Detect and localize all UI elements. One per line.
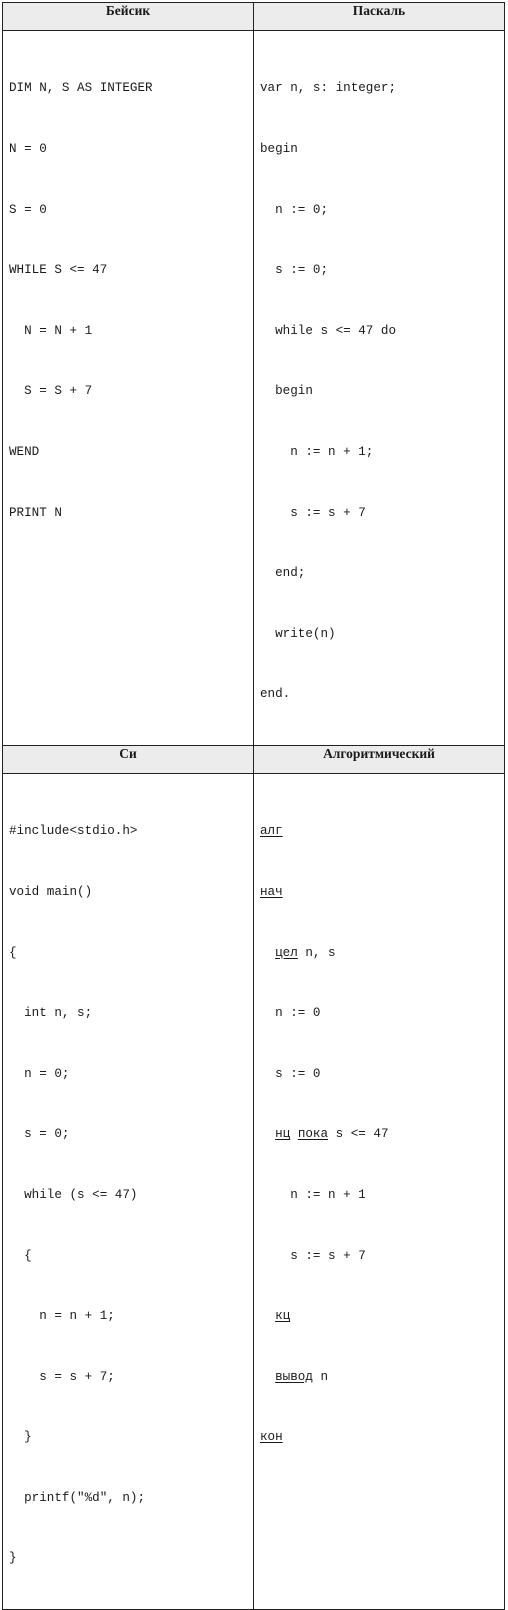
c-line: {	[9, 945, 17, 960]
c-line: }	[9, 1430, 32, 1445]
c-line: {	[9, 1248, 32, 1263]
algo-line-n0: n := 0	[260, 1006, 321, 1021]
basic-line: DIM N, S AS INTEGER	[9, 81, 153, 96]
pascal-code-cell	[254, 31, 505, 746]
algo-text: s <= 47	[328, 1127, 389, 1142]
algo-code	[254, 774, 504, 1488]
pascal-line: begin	[260, 384, 313, 399]
pascal-header: Паскаль	[254, 3, 505, 31]
pascal-line: begin	[260, 142, 298, 156]
algo-code-cell	[254, 773, 505, 1609]
algo-keyword: кон	[260, 1430, 283, 1445]
c-line: while (s <= 47)	[9, 1187, 138, 1202]
c-line: s = 0;	[9, 1127, 70, 1142]
algo-line-alg	[260, 821, 504, 841]
code-comparison-table	[2, 2, 505, 1610]
c-line: n = n + 1;	[9, 1309, 115, 1324]
basic-line: N = N + 1	[9, 323, 93, 338]
basic-line: WEND	[9, 444, 40, 459]
c-line: n = 0;	[9, 1066, 70, 1081]
basic-code	[3, 31, 253, 563]
basic-line: S = S + 7	[9, 384, 93, 399]
algo-line-kon	[260, 1427, 504, 1447]
pascal-code	[254, 31, 504, 745]
c-code	[3, 774, 253, 1609]
c-code-cell	[3, 773, 254, 1609]
algo-keyword: алг	[260, 824, 283, 839]
basic-line: S = 0	[9, 202, 47, 217]
algo-line-nach	[260, 882, 504, 902]
algo-keyword: вывод	[275, 1369, 313, 1384]
pascal-line: end.	[260, 687, 291, 702]
algo-keyword: кц	[275, 1309, 291, 1324]
pascal-line: n := n + 1;	[260, 444, 374, 459]
algo-keyword: нач	[260, 884, 283, 899]
algo-header: Алгоритмический	[254, 745, 505, 773]
basic-line: WHILE S <= 47	[9, 263, 108, 278]
basic-header: Бейсик	[3, 3, 254, 31]
basic-code-cell	[3, 31, 254, 746]
algo-keyword: нц	[275, 1127, 291, 1142]
pascal-line: s := 0;	[260, 263, 329, 278]
c-line: #include<stdio.h>	[9, 824, 138, 839]
pascal-line: end;	[260, 566, 306, 581]
algo-line-s0: s := 0	[260, 1066, 321, 1081]
basic-line: N = 0	[9, 142, 47, 156]
algo-line-decl	[260, 943, 504, 963]
pascal-line: write(n)	[260, 626, 336, 641]
pascal-line: s := s + 7	[260, 505, 366, 520]
algo-keyword: цел	[275, 945, 298, 960]
algo-line-loop	[260, 1124, 504, 1144]
algo-keyword: пока	[297, 1127, 329, 1142]
pascal-line: n := 0;	[260, 202, 329, 217]
algo-line-inc-n: n := n + 1	[260, 1187, 366, 1202]
algo-line-kts	[260, 1306, 504, 1326]
pascal-line: while s <= 47 do	[260, 323, 397, 338]
c-line: int n, s;	[9, 1006, 93, 1021]
c-header: Си	[3, 745, 254, 773]
algo-line-inc-s: s := s + 7	[260, 1248, 366, 1263]
c-line: printf("%d", n);	[9, 1490, 146, 1505]
algo-line-output	[260, 1367, 504, 1387]
algo-text: n	[312, 1369, 329, 1384]
algo-text: n, s	[297, 945, 336, 960]
pascal-line: var n, s: integer;	[260, 81, 397, 96]
c-line: }	[9, 1551, 17, 1566]
basic-line: PRINT N	[9, 505, 62, 520]
c-line: void main()	[9, 884, 93, 899]
c-line: s = s + 7;	[9, 1369, 115, 1384]
